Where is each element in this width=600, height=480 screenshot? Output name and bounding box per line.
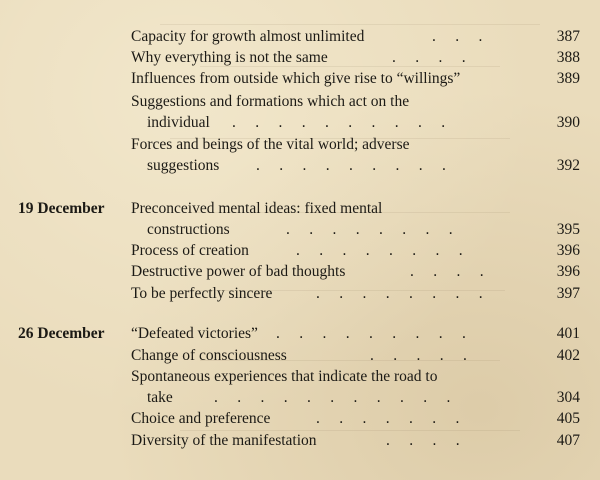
- page-number: 395: [556, 221, 580, 238]
- entry-title: Spontaneous experiences that indicate the road to: [131, 368, 438, 385]
- entry-title: Diversity of the manifestation: [131, 432, 317, 449]
- leader-dots: . . . .: [392, 49, 466, 66]
- entry-title: Influences from outside which give rise to “willings”: [131, 70, 461, 87]
- leader-dots: . . .: [432, 28, 483, 45]
- page-number: 402: [556, 347, 580, 364]
- page-number: 392: [556, 157, 580, 174]
- leader-dots: . . . . . . .: [316, 410, 460, 427]
- page-number: 396: [556, 242, 580, 259]
- page-number: 397: [556, 285, 580, 302]
- entry-title: Why everything is not the same: [131, 49, 328, 66]
- page-number: 389: [556, 70, 580, 87]
- entry-title-continuation: individual: [147, 114, 210, 131]
- entry-title-continuation: suggestions: [147, 157, 220, 174]
- entry-title: Change of consciousness: [131, 347, 287, 364]
- section-date: 19 December: [18, 200, 105, 217]
- entry-title: Process of creation: [131, 242, 249, 259]
- page-number: 390: [556, 114, 580, 131]
- leader-dots: . . . . . . . . .: [276, 325, 466, 342]
- entry-title: Capacity for growth almost unlimited: [131, 28, 365, 45]
- page-number: 304: [556, 389, 580, 406]
- leader-dots: . . . . .: [370, 347, 467, 364]
- page-number: 401: [556, 325, 580, 342]
- leader-dots: . . . . . . . .: [316, 285, 483, 302]
- entry-title-continuation: take: [147, 389, 173, 406]
- entry-title: “Defeated victories”: [131, 325, 258, 342]
- page-number: 405: [556, 410, 580, 427]
- page-number: 407: [556, 432, 580, 449]
- entry-title: To be perfectly sincere: [131, 285, 273, 302]
- leader-dots: . . . . . . . .: [286, 221, 453, 238]
- section-date: 26 December: [18, 325, 105, 342]
- entry-title-continuation: constructions: [147, 221, 230, 238]
- page-number: 388: [556, 49, 580, 66]
- page-number: 387: [556, 28, 580, 45]
- page-number: 396: [556, 263, 580, 280]
- leader-dots: . . . . . . . .: [296, 242, 463, 259]
- leader-dots: . . . . . . . . .: [256, 157, 446, 174]
- leader-dots: . . . .: [386, 432, 460, 449]
- leader-dots: . . . . . . . . . .: [232, 114, 446, 131]
- leader-dots: . . . . . . . . . . .: [214, 389, 451, 406]
- entry-title: Forces and beings of the vital world; adverse: [131, 136, 410, 153]
- entry-title: Preconceived mental ideas: fixed mental: [131, 200, 383, 217]
- entry-title: Choice and preference: [131, 410, 271, 427]
- entry-title: Destructive power of bad thoughts: [131, 263, 346, 280]
- entry-title: Suggestions and formations which act on the: [131, 93, 410, 110]
- leader-dots: . . . .: [410, 263, 484, 280]
